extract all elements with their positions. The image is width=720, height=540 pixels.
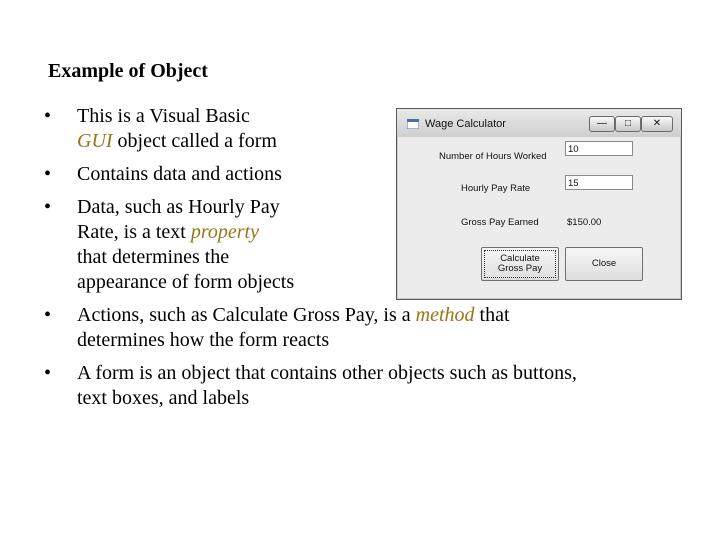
hours-worked-label: Number of Hours Worked — [439, 151, 547, 162]
gross-pay-value: $150.00 — [567, 217, 602, 228]
slide-title: Example of Object — [48, 60, 208, 82]
bullet-text: Contains data and actions — [77, 163, 282, 185]
calculate-gross-pay-button[interactable] — [481, 247, 559, 281]
bullet-marker: • — [44, 163, 52, 185]
highlighted-term: GUI — [77, 130, 113, 152]
hourly-pay-rate-label: Hourly Pay Rate — [461, 183, 531, 194]
bullet-text: that determines the — [77, 246, 230, 268]
bullet-marker: • — [44, 196, 52, 218]
hours-worked-input[interactable]: 10 — [565, 141, 633, 156]
hourly-pay-rate-input[interactable]: 15 — [565, 175, 633, 190]
bullet-text: Rate, is a text — [77, 221, 191, 243]
highlighted-term: property — [190, 221, 259, 243]
bullet-text: that — [474, 304, 510, 326]
bullet-item — [44, 361, 694, 411]
bullet-item — [44, 303, 694, 353]
bullet-text: Actions, such as Calculate Gross Pay, is a — [77, 304, 416, 326]
bullet-marker: • — [44, 105, 52, 127]
bullet-line — [77, 328, 694, 353]
form-client-area — [403, 137, 673, 293]
bullet-marker: • — [44, 304, 52, 326]
bullet-line — [77, 361, 694, 386]
close-button[interactable]: Close — [565, 247, 643, 281]
bullet-text: Data, such as Hourly Pay — [77, 196, 280, 218]
bullet-marker: • — [44, 362, 52, 384]
minimize-button[interactable]: — — [589, 116, 615, 132]
window-titlebar[interactable] — [397, 109, 681, 137]
maximize-button[interactable]: □ — [615, 116, 641, 132]
calculate-button-label: Calculate Gross Pay — [497, 253, 543, 274]
bullet-text: A form is an object that contains other objects such as buttons, — [77, 362, 577, 384]
bullet-text: object called a form — [112, 130, 277, 152]
highlighted-term: method — [415, 304, 475, 326]
bullet-text: This is a Visual Basic — [77, 105, 250, 127]
wage-calculator-window — [396, 108, 682, 300]
window-title: Wage Calculator — [425, 118, 506, 130]
close-window-button[interactable]: ✕ — [641, 116, 673, 132]
bullet-text: text boxes, and labels — [77, 387, 250, 409]
bullet-text: determines how the form reacts — [77, 329, 330, 351]
bullet-line — [77, 303, 694, 328]
bullet-line — [77, 386, 694, 411]
gross-pay-earned-label: Gross Pay Earned — [461, 217, 539, 228]
bullet-text: appearance of form objects — [77, 271, 295, 293]
form-app-icon — [407, 119, 419, 129]
